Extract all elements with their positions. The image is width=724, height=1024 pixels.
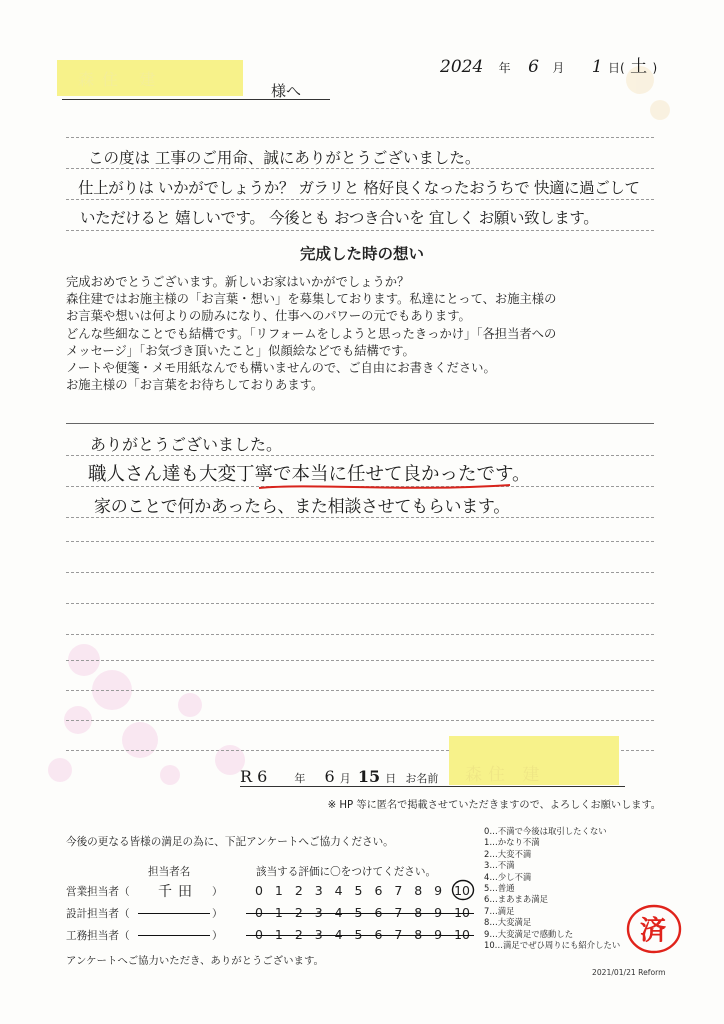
signature-month: 6	[324, 767, 335, 786]
survey-row-sales-staff-name: 千田	[158, 884, 198, 900]
legend-item: 10…満足でぜひ周りにも紹介したい	[484, 940, 621, 951]
scale-option[interactable]: 8	[414, 927, 423, 942]
signature-date-line	[240, 767, 438, 786]
stamp-text: 済	[640, 916, 667, 946]
scale-option[interactable]: 0	[255, 927, 263, 942]
scale-option[interactable]: 4	[334, 883, 343, 898]
scale-option-selected[interactable]: 10	[454, 883, 470, 898]
scale-option[interactable]: 3	[314, 927, 323, 942]
message-rule	[66, 541, 654, 542]
intro-paragraph	[66, 274, 556, 394]
legend-item: 8…大変満足	[484, 917, 532, 928]
scale-option[interactable]: 10	[454, 927, 470, 942]
survey-row-design-label: 設計担当者（	[66, 908, 130, 920]
intro-line: お施主様の「お言葉をお待ちしておりあます。	[66, 378, 324, 393]
message-rule	[66, 660, 654, 661]
company-message-rule	[66, 199, 654, 200]
scale-option[interactable]: 1	[274, 905, 283, 920]
legend-item: 5…普通	[484, 883, 515, 894]
company-message-rule	[66, 230, 654, 231]
recipient-suffix: 様へ	[271, 82, 302, 100]
customer-message-line: 家のことで何かあったら、また相談させてもらいます。	[94, 497, 510, 517]
signature-era-year: R 6	[240, 767, 268, 786]
intro-line: ノートや便箋・メモ用紙なんでも構いませんので、ご自由にお書きください。	[66, 361, 496, 376]
message-rule	[66, 634, 654, 635]
strike-line-construction-rating	[246, 935, 474, 936]
scale-option[interactable]: 5	[354, 883, 363, 898]
scale-option[interactable]: 7	[394, 927, 403, 942]
company-message-line: いただけると 嬉しいです。 今後とも おつき合いを 宜しく お願い致します。	[80, 209, 599, 227]
scale-option[interactable]: 3	[314, 905, 323, 920]
scale-option[interactable]: 0	[255, 883, 263, 898]
legend-item: 4…少し不満	[484, 871, 532, 882]
scale-option[interactable]: 7	[394, 905, 403, 920]
company-message-rule	[66, 137, 654, 138]
date-day-unit: 日(	[607, 61, 625, 75]
survey-row-sales-close: ）	[212, 886, 223, 898]
scale-option[interactable]: 9	[434, 927, 443, 942]
legend-item: 1…かなり不満	[484, 837, 540, 848]
scale-option[interactable]: 2	[294, 905, 303, 920]
survey-col-staff: 担当者名	[148, 866, 191, 878]
signature-name-redacted: 森住 建	[465, 765, 546, 785]
survey-row-design-close: ）	[212, 908, 223, 920]
customer-message-line: 職人さん達も大変丁寧で本当に任せて良かったです。	[88, 464, 531, 485]
intro-line: 完成おめでとうございます。新しいお家はいかがでしょうか？	[66, 275, 410, 289]
scale-option[interactable]: 1	[274, 927, 283, 942]
signature-year-unit: 年	[294, 772, 306, 785]
signature-underline	[240, 786, 625, 787]
date-year-unit: 年	[498, 61, 511, 75]
date-weekday: 土	[630, 57, 648, 77]
scale-option[interactable]: 9	[434, 883, 443, 898]
date-line	[440, 52, 657, 77]
legend-item: 3…不満	[484, 860, 515, 871]
scale-option[interactable]: 8	[414, 905, 423, 920]
signature-day-unit: 日	[385, 772, 397, 785]
scale-option[interactable]: 6	[374, 905, 383, 920]
message-rule	[66, 690, 654, 691]
scale-option[interactable]: 9	[434, 905, 443, 920]
legend-item: 0…不満で今後は取引したくない	[484, 826, 607, 836]
survey-row-sales-label: 営業担当者（	[66, 886, 130, 898]
company-message-line: 仕上がりは いかがでしょうか？ ガラリと 格好良くなったおうちで 快適に過ごして	[78, 179, 640, 197]
intro-line: 森住建ではお施主様の「お言葉・想い」を募集しております。私達にとって、お施主様の	[66, 292, 557, 307]
date-year: 2024	[440, 57, 484, 77]
scale-option[interactable]: 2	[294, 883, 303, 898]
survey-row-construction-label: 工務担当者（	[66, 930, 130, 942]
message-rule	[66, 720, 654, 721]
date-close: )	[652, 61, 658, 75]
company-message-line: この度は 工事のご用命、誠にありがとうございました。	[88, 149, 481, 167]
survey-thanks: アンケートへご協力いただき、ありがとうございます。	[66, 955, 324, 967]
legend-item: 2…大変不満	[484, 848, 532, 859]
customer-message-line: ありがとうございました。	[90, 435, 283, 454]
message-area-top-rule	[66, 423, 654, 424]
signature-month-unit: 月	[339, 772, 351, 785]
legend-item: 7…満足	[484, 905, 515, 916]
scale-option[interactable]: 5	[354, 905, 363, 920]
rating-legend	[484, 826, 620, 951]
strike-line-construction-staff	[138, 935, 210, 936]
scale-option[interactable]: 6	[374, 883, 383, 898]
date-day: 1	[591, 57, 603, 77]
footer-code: 2021/01/21 Reform	[592, 968, 666, 977]
message-rule	[66, 603, 654, 604]
strike-line-design-staff	[138, 913, 210, 914]
message-rule	[66, 517, 654, 518]
survey-instruction: 今後の更なる皆様の満足の為に、下記アンケートへご協力ください。	[66, 836, 394, 848]
scale-option[interactable]: 4	[334, 905, 343, 920]
message-rule	[66, 572, 654, 573]
signature-note: ※ HP 等に匿名で掲載させていただきますので、よろしくお願いします。	[327, 800, 661, 811]
scale-option[interactable]: 1	[274, 883, 283, 898]
scale-option[interactable]: 8	[414, 883, 423, 898]
scale-option[interactable]: 6	[374, 927, 383, 942]
recipient-name-redacted: 森住 建	[78, 70, 164, 89]
legend-item: 9…大変満足で感動した	[484, 928, 574, 939]
scale-option[interactable]: 5	[354, 927, 363, 942]
company-message-rule	[66, 168, 654, 169]
survey-scale-sales	[255, 883, 470, 898]
rating-circle-mark	[450, 878, 476, 902]
scale-option[interactable]: 7	[394, 883, 403, 898]
date-month-unit: 月	[552, 61, 565, 75]
intro-line: お言葉や想いは何よりの励みになり、仕事へのパワーの元でもあります。	[66, 309, 471, 324]
legend-item: 6…まあまあ満足	[484, 894, 548, 905]
scale-option[interactable]: 2	[294, 927, 303, 942]
scale-option[interactable]: 0	[255, 905, 263, 920]
intro-line: メッセージ」「お気づき頂いたこと」似顔絵などでも結構です。	[66, 343, 415, 358]
signature-name-label: お名前	[405, 772, 439, 785]
scale-option[interactable]: 4	[334, 927, 343, 942]
date-month: 6	[528, 57, 539, 77]
signature-day: 15	[357, 767, 381, 786]
recipient-underline	[62, 99, 330, 100]
message-rule	[66, 455, 654, 456]
survey-col-rating: 該当する評価に〇をつけてください。	[256, 866, 437, 878]
scale-option[interactable]: 10	[454, 905, 470, 920]
intro-line: どんな些細なことでも結構です。「リフォームをしようと思ったきっかけ」「各担当者への	[66, 326, 557, 341]
strike-line-design-rating	[246, 913, 474, 914]
scale-option[interactable]: 3	[314, 883, 323, 898]
section-title: 完成した時の想い	[299, 245, 424, 263]
survey-row-construction-close: ）	[212, 930, 223, 942]
